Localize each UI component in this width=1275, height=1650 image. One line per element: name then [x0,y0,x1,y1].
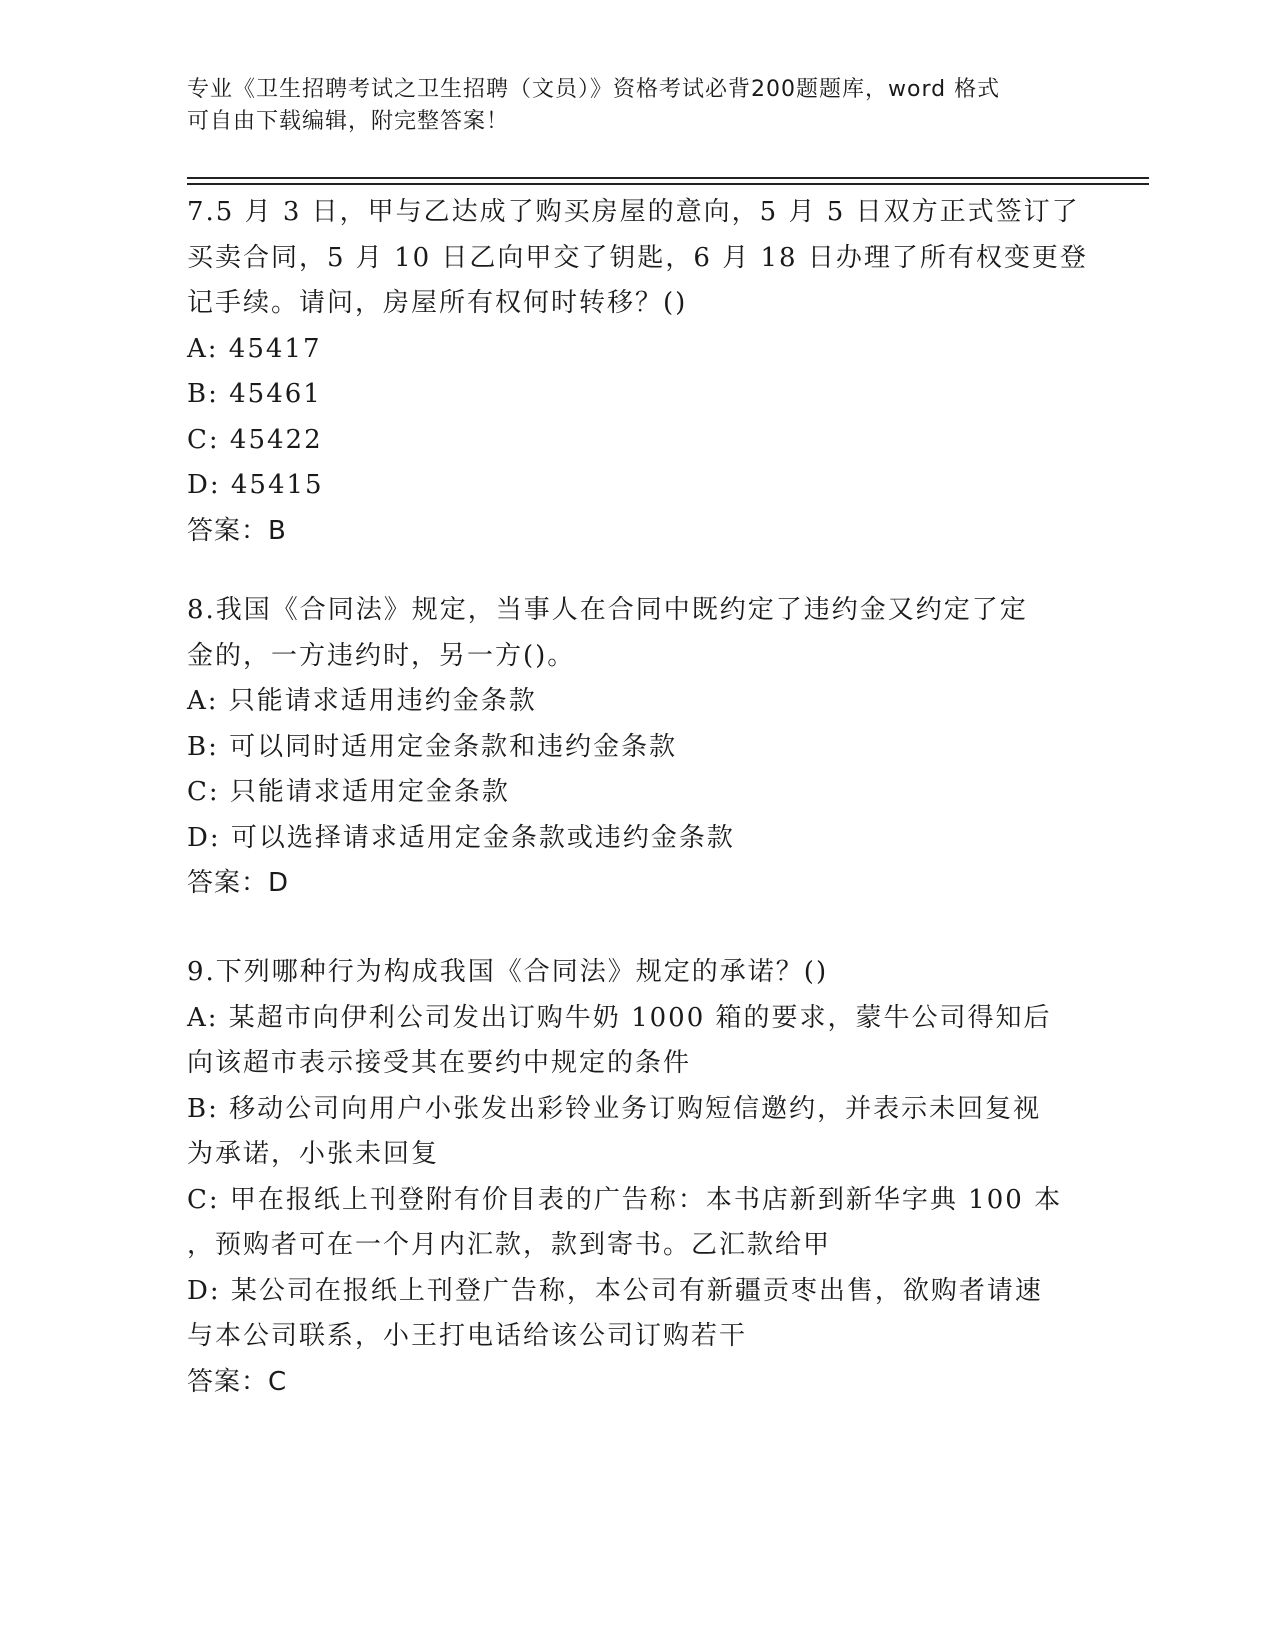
option-d: D: 某公司在报纸上刊登广告称，本公司有新疆贡枣出售，欲购者请速 [187,1275,1043,1306]
option-b: 为承诺，小张未回复 [187,1139,440,1169]
question-stem: 买卖合同，5 月 10 日乙向甲交了钥匙，6 月 18 日办理了所有权变更登 [187,242,1088,273]
answer: 答案：D [187,868,290,898]
option-d: 与本公司联系，小王打电话给该公司订购若干 [187,1321,748,1351]
option-a: A: 只能请求适用违约金条款 [187,686,537,716]
option-c: C: 45422 [187,424,323,455]
option-b: B: 移动公司向用户小张发出彩铃业务订购短信邀约，并表示未回复视 [187,1093,1042,1124]
option-b: B: 可以同时适用定金条款和违约金条款 [187,731,678,762]
question-9 [187,950,1062,1405]
question-stem: 金的，一方违约时，另一方()。 [187,640,576,671]
document-header [187,74,1067,138]
question-stem: 8.我国《合同法》规定，当事人在合同中既约定了违约金又约定了定 [187,595,1028,625]
question-stem: 7.5 月 3 日，甲与乙达成了购买房屋的意向，5 月 5 日双方正式签订了 [187,197,1080,227]
answer: 答案：C [187,1366,288,1397]
option-a: A: 45417 [187,333,322,364]
option-d: D: 可以选择请求适用定金条款或违约金条款 [187,822,735,853]
option-a: 向该超市表示接受其在要约中规定的条件 [187,1048,692,1078]
header-line: 专业《卫生招聘考试之卫生招聘（文员）》资格考试必背200题题库，word 格式 [187,77,1001,102]
header-line: 可自由下载编辑，附完整答案！ [187,109,510,134]
question-7 [187,190,1088,554]
header-divider [187,177,1149,179]
header-divider [187,183,1149,185]
option-b: B: 45461 [187,379,322,409]
option-c: ，预购者可在一个月内汇款，款到寄书。乙汇款给甲 [187,1230,832,1260]
option-d: D: 45415 [187,470,324,500]
question-stem: 9.下列哪种行为构成我国《合同法》规定的承诺？() [187,957,829,987]
question-8 [187,588,1028,907]
option-a: A: 某超市向伊利公司发出订购牛奶 1000 箱的要求，蒙牛公司得知后 [187,1002,1052,1033]
answer: 答案：B [187,515,287,546]
option-c: C: 只能请求适用定金条款 [187,777,510,807]
question-stem: 记手续。请问，房屋所有权何时转移？() [187,288,688,318]
option-c: C: 甲在报纸上刊登附有价目表的广告称：本书店新到新华字典 100 本 [187,1184,1063,1215]
